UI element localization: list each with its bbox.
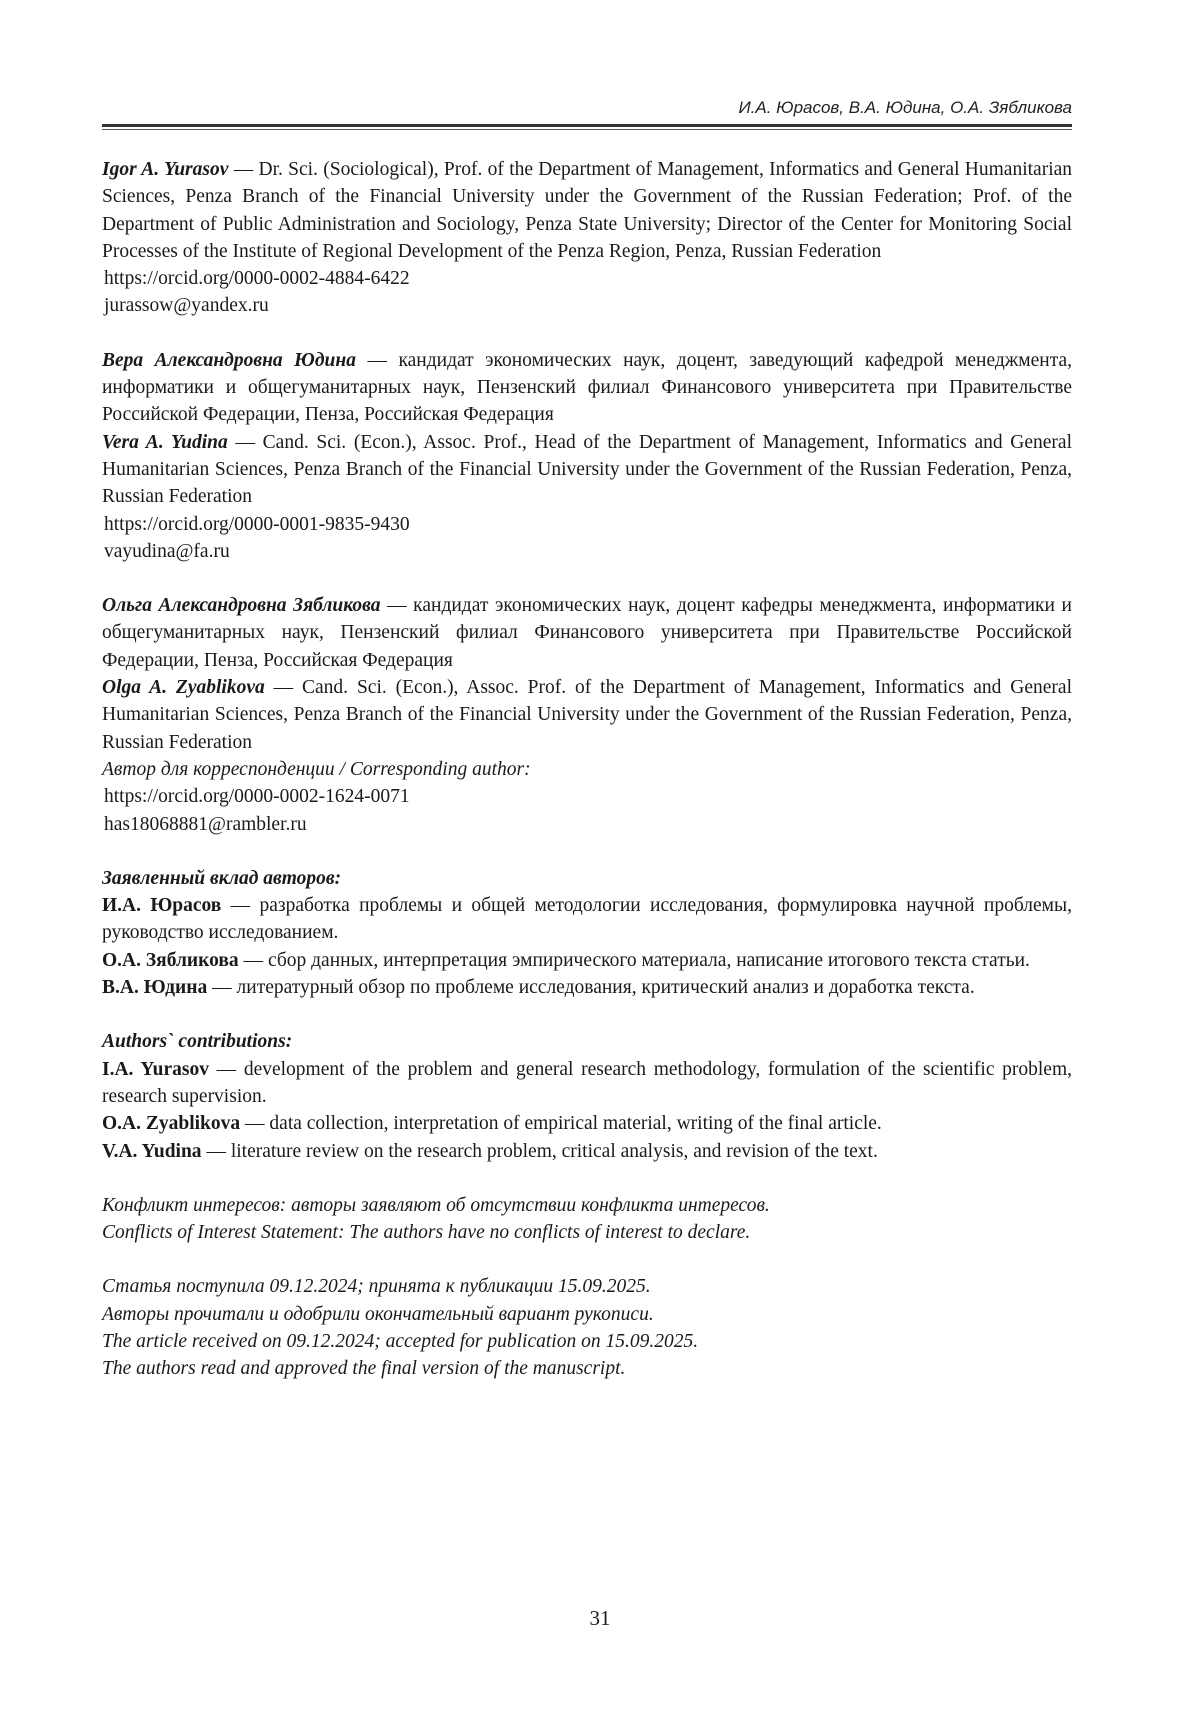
author-bio-en — [102, 156, 1072, 265]
header-rule-thin — [102, 129, 1072, 130]
contribution-text: — data collection, interpretation of empirical material, writing of the final article. — [240, 1113, 882, 1134]
contributor-name: O.A. Zyablikova — [102, 1113, 240, 1134]
author-bio-ru — [102, 592, 1072, 674]
contribution-text: — literature review on the research problem, critical analysis, and revision of the text. — [202, 1141, 878, 1162]
contribution-item — [102, 947, 1072, 974]
conflict-of-interest — [102, 1192, 1072, 1247]
contributions-en — [102, 1028, 1072, 1164]
orcid-link[interactable]: https://orcid.org/0000-0001-9835-9430 — [102, 511, 1072, 538]
contribution-item — [102, 974, 1072, 1001]
contributor-name: I.A. Yurasov — [102, 1059, 209, 1080]
contributor-name: И.А. Юрасов — [102, 895, 221, 916]
contributor-name: В.А. Юдина — [102, 977, 207, 998]
email-link[interactable]: jurassow@yandex.ru — [102, 292, 1072, 319]
contribution-item — [102, 1138, 1072, 1165]
contributions-en-title: Authors` contributions: — [102, 1028, 1072, 1055]
contributor-name: О.А. Зябликова — [102, 950, 239, 971]
orcid-link[interactable]: https://orcid.org/0000-0002-1624-0071 — [102, 783, 1072, 810]
contribution-text: — литературный обзор по проблеме исследования, критический анализ и доработка текста. — [207, 977, 974, 998]
conflict-statement-en: Conflicts of Interest Statement: The authors have no conflicts of interest to declare. — [102, 1219, 1072, 1246]
received-date-en: The article received on 09.12.2024; accepted for publication on 15.09.2025. — [102, 1328, 1072, 1355]
author-block-yudina — [102, 347, 1072, 565]
author-description-ru: — кандидат экономических наук, доцент, заведующий кафедрой менеджмента, информатики и общегуманитарных наук, Пензенский филиал Финансового университета при Правительстве Российской Федерации, Пенза, Российская Федерация — [102, 350, 1072, 426]
author-block-yurasov — [102, 156, 1072, 320]
author-name-ru: Вера Александровна Юдина — [102, 350, 356, 371]
corresponding-author-label: Автор для корреспонденции / Corresponding author: — [102, 756, 1072, 783]
author-bio-ru — [102, 347, 1072, 429]
running-header: И.А. Юрасов, В.А. Юдина, О.А. Зябликова — [102, 98, 1072, 118]
page-number: 31 — [0, 1606, 1200, 1631]
journal-page — [0, 0, 1200, 1714]
author-bio-en — [102, 674, 1072, 756]
author-block-zyablikova — [102, 592, 1072, 838]
contributions-ru — [102, 865, 1072, 1001]
author-name-en: Vera A. Yudina — [102, 432, 228, 453]
contribution-item — [102, 1056, 1072, 1111]
header-rule — [102, 124, 1072, 127]
author-name-en: Olga A. Zyablikova — [102, 677, 265, 698]
contribution-text: — разработка проблемы и общей методологии исследования, формулировка научной проблемы, руководство исследованием. — [102, 895, 1072, 943]
article-dates — [102, 1273, 1072, 1382]
author-description-en: — Dr. Sci. (Sociological), Prof. of the Department of Management, Informatics and General Humanitarian Sciences, Penza Branch of the Financial University under the Government of the Russian Federation; Prof. of the Department of Public Administration and Sociology, Penza State University; Director of the Center for Monitoring Social Processes of the Institute of Regional Development of the Penza Region, Penza, Russian Federation — [102, 159, 1072, 262]
email-link[interactable]: vayudina@fa.ru — [102, 538, 1072, 565]
contributions-ru-title: Заявленный вклад авторов: — [102, 865, 1072, 892]
author-description-en: — Cand. Sci. (Econ.), Assoc. Prof., Head of the Department of Management, Informatics and General Humanitarian Sciences, Penza Branch of the Financial University under the Government of the Russian Federation, Penza, Russian Federation — [102, 432, 1072, 508]
contribution-item — [102, 892, 1072, 947]
conflict-statement-ru: Конфликт интересов: авторы заявляют об отсутствии конфликта интересов. — [102, 1192, 1072, 1219]
contribution-item — [102, 1110, 1072, 1137]
approval-note-ru: Авторы прочитали и одобрили окончательный вариант рукописи. — [102, 1301, 1072, 1328]
contribution-text: — development of the problem and general research methodology, formulation of the scientific problem, research supervision. — [102, 1059, 1072, 1107]
author-bio-en — [102, 429, 1072, 511]
orcid-link[interactable]: https://orcid.org/0000-0002-4884-6422 — [102, 265, 1072, 292]
author-name-en: Igor A. Yurasov — [102, 159, 228, 180]
author-description-ru: — кандидат экономических наук, доцент кафедры менеджмента, информатики и общегуманитарных наук, Пензенский филиал Финансового университета при Правительстве Российской Федерации, Пенза, Российская Федерация — [102, 595, 1072, 671]
page-content — [102, 156, 1072, 1410]
approval-note-en: The authors read and approved the final version of the manuscript. — [102, 1355, 1072, 1382]
author-description-en: — Cand. Sci. (Econ.), Assoc. Prof. of the Department of Management, Informatics and General Humanitarian Sciences, Penza Branch of the Financial University under the Government of the Russian Federation, Penza, Russian Federation — [102, 677, 1072, 753]
author-name-ru: Ольга Александровна Зябликова — [102, 595, 380, 616]
contributor-name: V.A. Yudina — [102, 1141, 202, 1162]
email-link[interactable]: has18068881@rambler.ru — [102, 811, 1072, 838]
contribution-text: — сбор данных, интерпретация эмпирического материала, написание итогового текста статьи. — [239, 950, 1030, 971]
received-date-ru: Статья поступила 09.12.2024; принята к публикации 15.09.2025. — [102, 1273, 1072, 1300]
